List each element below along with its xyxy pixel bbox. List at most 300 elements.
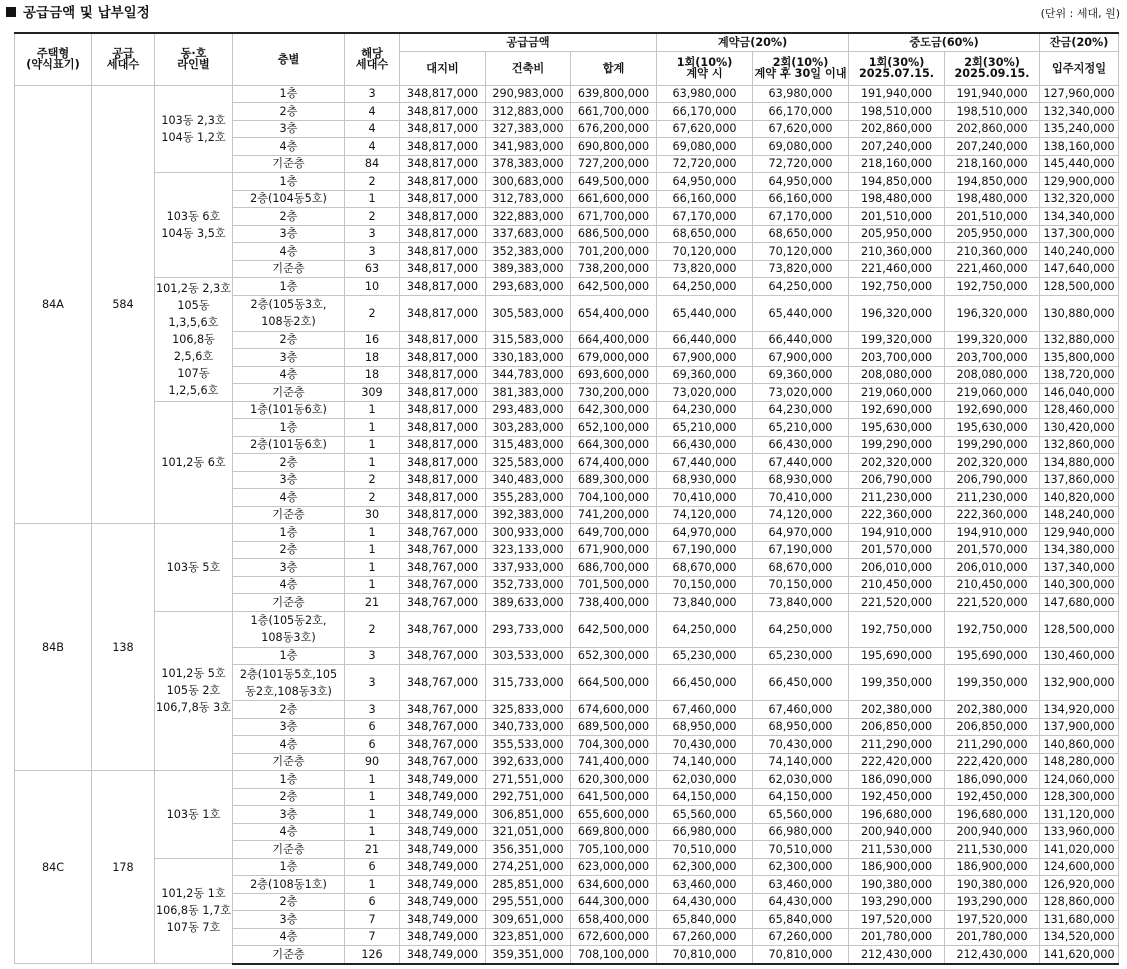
- balance-cell: 130,880,000: [1040, 295, 1119, 331]
- middle1-cell: 221,520,000: [849, 594, 945, 612]
- total-price-cell: 661,600,000: [571, 190, 657, 208]
- contract2-cell: 64,970,000: [753, 524, 849, 542]
- type-cell: 84C: [15, 771, 92, 964]
- middle1-cell: 210,450,000: [849, 576, 945, 594]
- table-row: [15, 611, 1119, 647]
- middle2-cell: 202,320,000: [945, 454, 1040, 472]
- unit-count-cell: 1: [345, 823, 400, 841]
- middle1-cell: 205,950,000: [849, 225, 945, 243]
- balance-cell: 146,040,000: [1040, 384, 1119, 402]
- header-price: 공급금액: [400, 33, 657, 51]
- table-row: [15, 85, 1119, 103]
- floor-text: 기준층: [272, 157, 305, 171]
- land-price-cell: 348,817,000: [400, 384, 486, 402]
- table-row: [15, 524, 1119, 542]
- building-price-cell: 330,183,000: [486, 349, 571, 367]
- floor-text: 1층: [279, 420, 298, 434]
- type-cell: 84B: [15, 524, 92, 771]
- middle1-cell: 192,750,000: [849, 278, 945, 296]
- land-price-cell: 348,749,000: [400, 806, 486, 824]
- middle2-cell: 194,850,000: [945, 173, 1040, 191]
- unit-count-cell: 1: [345, 454, 400, 472]
- building-price-cell: 392,633,000: [486, 753, 571, 771]
- floor-text: 3층: [279, 227, 298, 241]
- middle2-cell: 222,360,000: [945, 506, 1040, 524]
- balance-cell: 134,380,000: [1040, 541, 1119, 559]
- header-m1: 1회(30%) 2025.07.15.: [849, 51, 945, 85]
- total-price-cell: 654,400,000: [571, 295, 657, 331]
- middle1-cell: 201,780,000: [849, 928, 945, 946]
- building-price-cell: 355,533,000: [486, 736, 571, 754]
- land-price-cell: 348,749,000: [400, 876, 486, 894]
- dong-line-text: 1,3,5,6호: [168, 315, 219, 329]
- contract1-cell: 64,150,000: [657, 788, 753, 806]
- middle1-cell: 210,360,000: [849, 243, 945, 261]
- header-middle: 중도금(60%): [849, 33, 1040, 51]
- total-price-cell: 641,500,000: [571, 788, 657, 806]
- middle1-cell: 211,230,000: [849, 489, 945, 507]
- middle1-cell: 186,900,000: [849, 858, 945, 876]
- total-price-cell: 671,700,000: [571, 208, 657, 226]
- dong-line-text: 107동 7호: [166, 921, 221, 935]
- header-type: 주택형 (약식표기): [15, 33, 92, 85]
- total-price-cell: 704,300,000: [571, 736, 657, 754]
- balance-cell: 138,160,000: [1040, 138, 1119, 156]
- floor-cell: [233, 103, 345, 121]
- table-row: [15, 401, 1119, 419]
- contract1-cell: 65,210,000: [657, 419, 753, 437]
- total-price-cell: 705,100,000: [571, 841, 657, 859]
- floor-text: 1층: [279, 174, 298, 188]
- type-group-84b: [15, 524, 1119, 771]
- total-price-cell: 704,100,000: [571, 489, 657, 507]
- land-price-cell: 348,817,000: [400, 366, 486, 384]
- header-land: 대지비: [400, 51, 486, 85]
- building-price-cell: 293,483,000: [486, 401, 571, 419]
- balance-cell: 124,060,000: [1040, 771, 1119, 789]
- header-m2: 2회(30%) 2025.09.15.: [945, 51, 1040, 85]
- contract2-cell: 67,170,000: [753, 208, 849, 226]
- unit-count-cell: 16: [345, 331, 400, 349]
- contract2-cell: 66,980,000: [753, 823, 849, 841]
- middle2-cell: 194,910,000: [945, 524, 1040, 542]
- land-price-cell: 348,817,000: [400, 349, 486, 367]
- contract1-cell: 67,440,000: [657, 454, 753, 472]
- unit-count-cell: 2: [345, 295, 400, 331]
- total-price-cell: 620,300,000: [571, 771, 657, 789]
- land-price-cell: 348,749,000: [400, 823, 486, 841]
- middle2-cell: 199,350,000: [945, 665, 1040, 701]
- balance-cell: 128,500,000: [1040, 278, 1119, 296]
- unit-count-cell: 2: [345, 173, 400, 191]
- contract2-cell: 70,150,000: [753, 576, 849, 594]
- floor-text: 기준층: [272, 508, 305, 522]
- land-price-cell: 348,767,000: [400, 594, 486, 612]
- floor-cell: [233, 295, 345, 331]
- total-price-cell: 669,800,000: [571, 823, 657, 841]
- floor-cell: [233, 471, 345, 489]
- floor-cell: [233, 208, 345, 226]
- building-price-cell: 303,533,000: [486, 647, 571, 665]
- middle1-cell: 222,360,000: [849, 506, 945, 524]
- building-price-cell: 337,683,000: [486, 225, 571, 243]
- floor-text: 1층: [279, 279, 298, 293]
- middle2-cell: 221,460,000: [945, 260, 1040, 278]
- building-price-cell: 389,383,000: [486, 260, 571, 278]
- header-c1: 1회(10%) 계약 시: [657, 51, 753, 85]
- total-price-cell: 738,400,000: [571, 594, 657, 612]
- unit-count-cell: 2: [345, 489, 400, 507]
- unit-count-cell: 1: [345, 876, 400, 894]
- contract2-cell: 66,450,000: [753, 665, 849, 701]
- land-price-cell: 348,749,000: [400, 858, 486, 876]
- total-price-cell: 664,400,000: [571, 331, 657, 349]
- floor-cell: [233, 806, 345, 824]
- type-group-84c: [15, 771, 1119, 964]
- contract1-cell: 68,650,000: [657, 225, 753, 243]
- contract1-cell: 65,840,000: [657, 911, 753, 929]
- total-price-cell: 634,600,000: [571, 876, 657, 894]
- total-price-cell: 690,800,000: [571, 138, 657, 156]
- building-price-cell: 323,851,000: [486, 928, 571, 946]
- land-price-cell: 348,817,000: [400, 419, 486, 437]
- contract2-cell: 73,820,000: [753, 260, 849, 278]
- header-c2: 2회(10%) 계약 후 30일 이내: [753, 51, 849, 85]
- middle2-cell: 199,320,000: [945, 331, 1040, 349]
- contract2-cell: 66,440,000: [753, 331, 849, 349]
- balance-cell: 132,900,000: [1040, 665, 1119, 701]
- floor-text: 3층: [279, 720, 298, 734]
- floor-text: 4층: [279, 825, 298, 839]
- unit-count-cell: 126: [345, 946, 400, 964]
- total-price-cell: 674,600,000: [571, 701, 657, 719]
- land-price-cell: 348,817,000: [400, 278, 486, 296]
- contract1-cell: 63,460,000: [657, 876, 753, 894]
- building-price-cell: 274,251,000: [486, 858, 571, 876]
- land-price-cell: 348,817,000: [400, 208, 486, 226]
- balance-cell: 137,300,000: [1040, 225, 1119, 243]
- total-price-cell: 689,300,000: [571, 471, 657, 489]
- contract1-cell: 67,170,000: [657, 208, 753, 226]
- building-price-cell: 327,383,000: [486, 120, 571, 138]
- table-header: [15, 33, 1119, 85]
- contract1-cell: 68,930,000: [657, 471, 753, 489]
- contract2-cell: 69,080,000: [753, 138, 849, 156]
- contract2-cell: 68,950,000: [753, 718, 849, 736]
- building-price-cell: 303,283,000: [486, 419, 571, 437]
- contract2-cell: 62,300,000: [753, 858, 849, 876]
- balance-cell: 130,420,000: [1040, 419, 1119, 437]
- building-price-cell: 381,383,000: [486, 384, 571, 402]
- middle1-cell: 191,940,000: [849, 85, 945, 103]
- contract2-cell: 67,260,000: [753, 928, 849, 946]
- floor-cell: [233, 893, 345, 911]
- total-price-cell: 679,000,000: [571, 349, 657, 367]
- building-price-cell: 300,933,000: [486, 524, 571, 542]
- middle1-cell: 206,850,000: [849, 718, 945, 736]
- land-price-cell: 348,817,000: [400, 120, 486, 138]
- floor-text: 1층: [279, 525, 298, 539]
- land-price-cell: 348,817,000: [400, 331, 486, 349]
- dong-line-cell: [155, 85, 233, 173]
- middle2-cell: 206,010,000: [945, 559, 1040, 577]
- dong-line-text: 103동 5호: [166, 560, 221, 574]
- building-price-cell: 300,683,000: [486, 173, 571, 191]
- balance-cell: 147,680,000: [1040, 594, 1119, 612]
- middle1-cell: 199,320,000: [849, 331, 945, 349]
- total-price-cell: 701,200,000: [571, 243, 657, 261]
- middle2-cell: 208,080,000: [945, 366, 1040, 384]
- floor-cell: [233, 155, 345, 173]
- floor-cell: [233, 771, 345, 789]
- floor-cell: [233, 876, 345, 894]
- land-price-cell: 348,817,000: [400, 173, 486, 191]
- middle1-cell: 194,910,000: [849, 524, 945, 542]
- building-price-cell: 321,051,000: [486, 823, 571, 841]
- contract1-cell: 74,120,000: [657, 506, 753, 524]
- floor-text: 1층: [279, 649, 298, 663]
- middle2-cell: 212,430,000: [945, 946, 1040, 964]
- contract2-cell: 64,430,000: [753, 893, 849, 911]
- building-price-cell: 305,583,000: [486, 295, 571, 331]
- floor-cell: [233, 138, 345, 156]
- contract1-cell: 68,950,000: [657, 718, 753, 736]
- dong-line-text: 101,2동 6호: [161, 455, 226, 469]
- balance-cell: 141,620,000: [1040, 946, 1119, 964]
- balance-cell: 124,600,000: [1040, 858, 1119, 876]
- total-price-cell: 676,200,000: [571, 120, 657, 138]
- contract1-cell: 73,820,000: [657, 260, 753, 278]
- contract1-cell: 64,250,000: [657, 611, 753, 647]
- floor-cell: [233, 243, 345, 261]
- contract2-cell: 69,360,000: [753, 366, 849, 384]
- middle1-cell: 200,940,000: [849, 823, 945, 841]
- unit-count-cell: 1: [345, 576, 400, 594]
- building-price-cell: 341,983,000: [486, 138, 571, 156]
- unit-count-cell: 1: [345, 771, 400, 789]
- unit-count-cell: 3: [345, 243, 400, 261]
- land-price-cell: 348,817,000: [400, 295, 486, 331]
- land-price-cell: 348,767,000: [400, 701, 486, 719]
- middle2-cell: 192,750,000: [945, 611, 1040, 647]
- floor-text: 4층: [279, 139, 298, 153]
- contract2-cell: 64,250,000: [753, 611, 849, 647]
- total-price-cell: 741,400,000: [571, 753, 657, 771]
- contract1-cell: 69,080,000: [657, 138, 753, 156]
- middle1-cell: 208,080,000: [849, 366, 945, 384]
- building-price-cell: 315,733,000: [486, 665, 571, 701]
- middle1-cell: 195,690,000: [849, 647, 945, 665]
- floor-cell: [233, 366, 345, 384]
- land-price-cell: 348,749,000: [400, 771, 486, 789]
- balance-cell: 128,860,000: [1040, 893, 1119, 911]
- middle2-cell: 200,940,000: [945, 823, 1040, 841]
- middle1-cell: 197,520,000: [849, 911, 945, 929]
- total-price-cell: 649,700,000: [571, 524, 657, 542]
- middle1-cell: 192,450,000: [849, 788, 945, 806]
- middle1-cell: 203,700,000: [849, 349, 945, 367]
- floor-cell: [233, 823, 345, 841]
- floor-text: 2층: [279, 702, 298, 716]
- land-price-cell: 348,817,000: [400, 260, 486, 278]
- middle2-cell: 218,160,000: [945, 155, 1040, 173]
- balance-cell: 132,880,000: [1040, 331, 1119, 349]
- middle2-cell: 197,520,000: [945, 911, 1040, 929]
- contract1-cell: 70,120,000: [657, 243, 753, 261]
- contract1-cell: 69,360,000: [657, 366, 753, 384]
- unit-count-cell: 2: [345, 471, 400, 489]
- floor-cell: [233, 278, 345, 296]
- table-row: [15, 858, 1119, 876]
- dong-line-text: 105동: [177, 298, 210, 312]
- middle2-cell: 193,290,000: [945, 893, 1040, 911]
- land-price-cell: 348,817,000: [400, 506, 486, 524]
- contract2-cell: 65,840,000: [753, 911, 849, 929]
- building-price-cell: 325,833,000: [486, 701, 571, 719]
- floor-cell: [233, 120, 345, 138]
- middle2-cell: 203,700,000: [945, 349, 1040, 367]
- contract2-cell: 64,250,000: [753, 278, 849, 296]
- floor-text: 2층: [279, 209, 298, 223]
- land-price-cell: 348,817,000: [400, 85, 486, 103]
- unit-count-cell: 1: [345, 401, 400, 419]
- floor-text: 108동2호): [261, 315, 316, 328]
- middle1-cell: 192,690,000: [849, 401, 945, 419]
- floor-text: 기준층: [272, 385, 305, 399]
- contract1-cell: 67,900,000: [657, 349, 753, 367]
- unit-count-cell: 1: [345, 559, 400, 577]
- dong-line-cell: [155, 524, 233, 612]
- balance-cell: 134,520,000: [1040, 928, 1119, 946]
- total-price-cell: 661,700,000: [571, 103, 657, 121]
- floor-cell: [233, 190, 345, 208]
- contract2-cell: 62,030,000: [753, 771, 849, 789]
- contract2-cell: 70,120,000: [753, 243, 849, 261]
- floor-cell: [233, 260, 345, 278]
- middle1-cell: 199,350,000: [849, 665, 945, 701]
- header-balance: 잔금(20%): [1040, 33, 1119, 51]
- floor-cell: [233, 454, 345, 472]
- balance-cell: 132,860,000: [1040, 436, 1119, 454]
- balance-cell: 126,920,000: [1040, 876, 1119, 894]
- total-price-cell: 738,200,000: [571, 260, 657, 278]
- land-price-cell: 348,767,000: [400, 541, 486, 559]
- total-price-cell: 727,200,000: [571, 155, 657, 173]
- floor-text: 기준층: [272, 947, 305, 961]
- building-price-cell: 356,351,000: [486, 841, 571, 859]
- dong-line-text: 1,2,5,6호: [168, 383, 219, 397]
- floor-cell: [233, 647, 345, 665]
- floor-text: 기준층: [272, 842, 305, 856]
- floor-text: 기준층: [272, 595, 305, 609]
- floor-text: 4층: [279, 578, 298, 592]
- contract2-cell: 66,430,000: [753, 436, 849, 454]
- building-price-cell: 271,551,000: [486, 771, 571, 789]
- middle1-cell: 212,430,000: [849, 946, 945, 964]
- floor-text: 2층(108동1호): [250, 877, 327, 891]
- contract1-cell: 63,980,000: [657, 85, 753, 103]
- contract2-cell: 73,840,000: [753, 594, 849, 612]
- floor-cell: [233, 384, 345, 402]
- floor-cell: [233, 841, 345, 859]
- unit-count-cell: 6: [345, 858, 400, 876]
- balance-cell: 148,280,000: [1040, 753, 1119, 771]
- middle2-cell: 190,380,000: [945, 876, 1040, 894]
- contract1-cell: 66,980,000: [657, 823, 753, 841]
- land-price-cell: 348,817,000: [400, 489, 486, 507]
- floor-text: 동2호,108동3호): [245, 684, 332, 698]
- floor-text: 1층(105동2호,: [250, 614, 327, 627]
- middle2-cell: 210,450,000: [945, 576, 1040, 594]
- table-row: [15, 173, 1119, 191]
- unit-count-cell: 1: [345, 419, 400, 437]
- dong-line-text: 106,8동 1,7호: [156, 904, 231, 918]
- dong-line-text: 103동 6호: [166, 210, 221, 223]
- contract2-cell: 67,440,000: [753, 454, 849, 472]
- dong-line-text: 106,7,8동 3호: [156, 701, 231, 715]
- total-price-cell: 639,800,000: [571, 85, 657, 103]
- middle2-cell: 210,360,000: [945, 243, 1040, 261]
- balance-cell: 135,240,000: [1040, 120, 1119, 138]
- dong-line-cell: [155, 173, 233, 278]
- middle2-cell: 201,570,000: [945, 541, 1040, 559]
- dong-line-text: 105동 2호: [166, 684, 221, 698]
- middle2-cell: 195,630,000: [945, 419, 1040, 437]
- middle2-cell: 206,790,000: [945, 471, 1040, 489]
- unit-count-cell: 3: [345, 665, 400, 701]
- contract2-cell: 67,620,000: [753, 120, 849, 138]
- unit-count-cell: 18: [345, 366, 400, 384]
- floor-cell: [233, 349, 345, 367]
- dong-line-cell: [155, 858, 233, 964]
- floor-text: 2층: [279, 333, 298, 347]
- contract2-cell: 64,950,000: [753, 173, 849, 191]
- contract2-cell: 64,230,000: [753, 401, 849, 419]
- middle1-cell: 202,320,000: [849, 454, 945, 472]
- floor-text: 4층: [279, 930, 298, 944]
- balance-cell: 137,340,000: [1040, 559, 1119, 577]
- type-group-84a: [15, 85, 1119, 524]
- contract1-cell: 64,250,000: [657, 278, 753, 296]
- floor-cell: [233, 701, 345, 719]
- building-price-cell: 352,383,000: [486, 243, 571, 261]
- floor-text: 2층(104동5호): [250, 192, 327, 206]
- total-price-cell: 644,300,000: [571, 893, 657, 911]
- floor-cell: [233, 611, 345, 647]
- land-price-cell: 348,817,000: [400, 401, 486, 419]
- total-price-cell: 671,900,000: [571, 541, 657, 559]
- balance-cell: 145,440,000: [1040, 155, 1119, 173]
- floor-cell: [233, 489, 345, 507]
- floor-text: 1층: [279, 860, 298, 874]
- balance-cell: 134,880,000: [1040, 454, 1119, 472]
- floor-text: 2층: [279, 790, 298, 804]
- land-price-cell: 348,817,000: [400, 138, 486, 156]
- dong-line-text: 2,5,6호: [173, 349, 214, 363]
- floor-cell: [233, 173, 345, 191]
- total-price-cell: 686,500,000: [571, 225, 657, 243]
- floor-cell: [233, 753, 345, 771]
- contract2-cell: 65,560,000: [753, 806, 849, 824]
- middle1-cell: 196,320,000: [849, 295, 945, 331]
- middle2-cell: 201,510,000: [945, 208, 1040, 226]
- contract1-cell: 65,230,000: [657, 647, 753, 665]
- middle2-cell: 211,290,000: [945, 736, 1040, 754]
- middle2-cell: 201,780,000: [945, 928, 1040, 946]
- balance-cell: 141,020,000: [1040, 841, 1119, 859]
- land-price-cell: 348,817,000: [400, 454, 486, 472]
- building-price-cell: 323,133,000: [486, 541, 571, 559]
